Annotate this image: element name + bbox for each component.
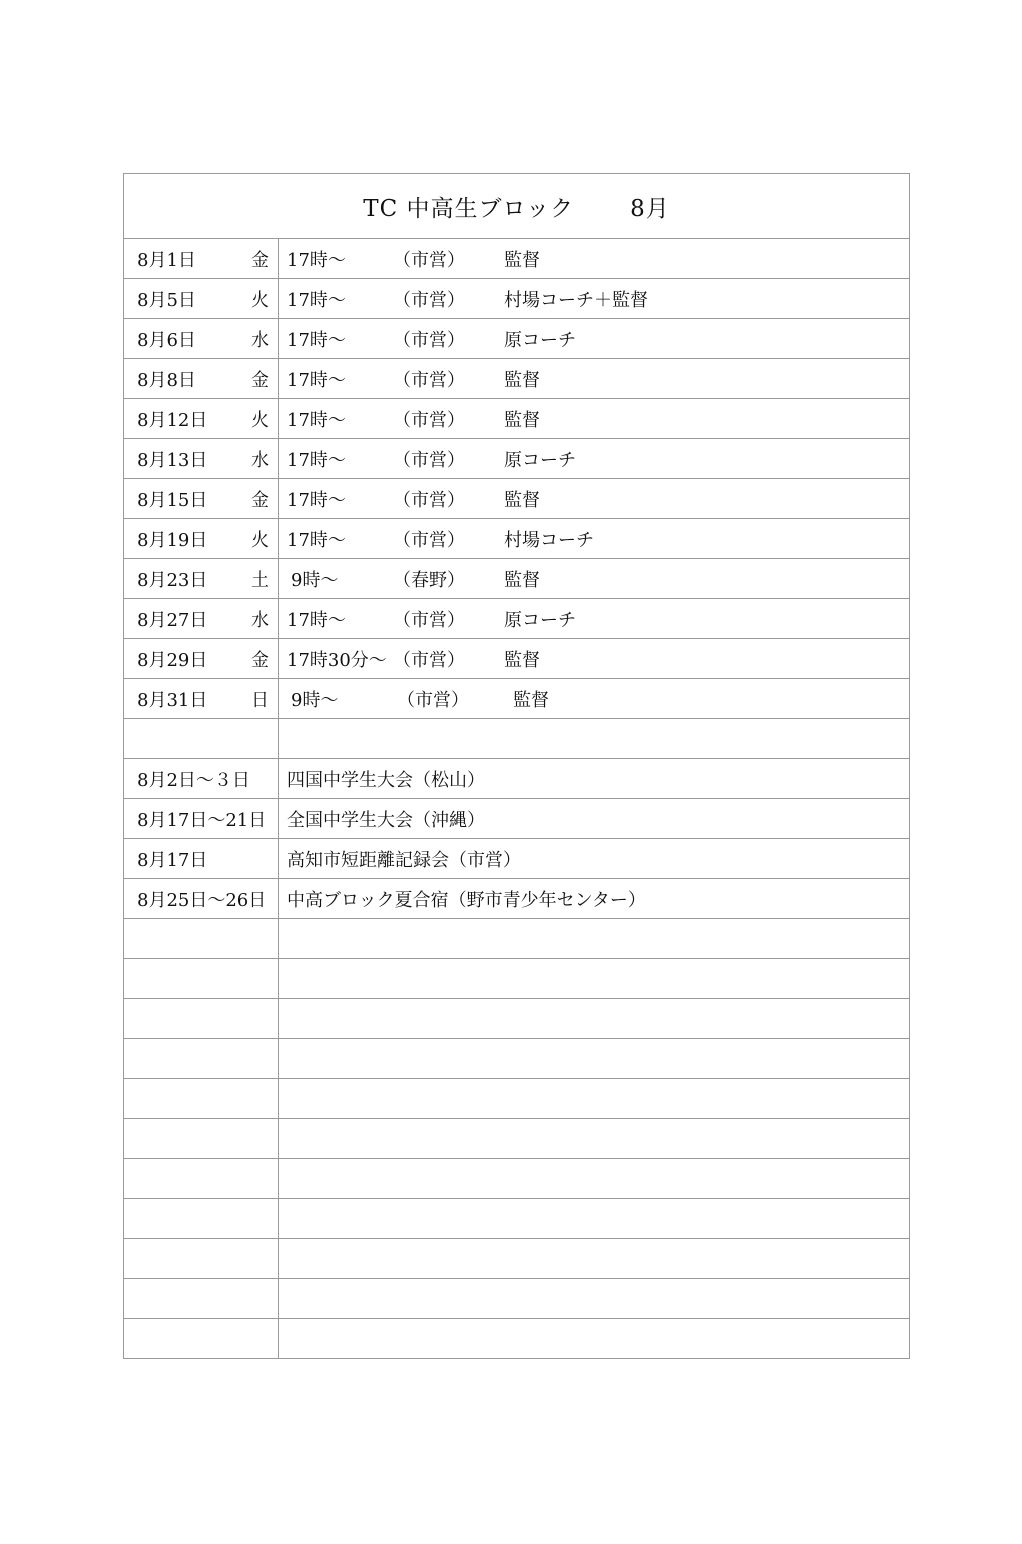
weekday-label: 金	[251, 249, 269, 271]
blank-cell	[124, 1239, 279, 1279]
blank-cell	[124, 959, 279, 999]
date-label: 8月1日	[137, 249, 196, 271]
event-row	[124, 799, 910, 839]
coach-label: 監督	[504, 409, 540, 431]
date-cell	[124, 319, 279, 359]
weekday-label: 水	[251, 609, 269, 631]
coach-label: 監督	[504, 369, 540, 391]
weekday-label: 金	[251, 369, 269, 391]
time-label: 17時〜	[287, 609, 346, 631]
coach-label: 村場コーチ	[504, 529, 594, 551]
date-cell	[124, 479, 279, 519]
detail-cell	[279, 439, 910, 479]
blank-row	[124, 999, 910, 1039]
weekday-label: 火	[251, 289, 269, 311]
blank-row	[124, 1319, 910, 1359]
date-cell	[124, 679, 279, 719]
schedule-row	[124, 679, 910, 719]
blank-row	[124, 959, 910, 999]
event-date: 8月2日〜３日	[137, 769, 250, 791]
event-name: 中高ブロック夏合宿（野市青少年センター）	[287, 889, 646, 911]
place-label: （春野）	[393, 569, 465, 591]
title-cell	[124, 174, 910, 239]
coach-label: 原コーチ	[504, 449, 576, 471]
event-name: 高知市短距離記録会（市営）	[287, 849, 521, 871]
schedule-row	[124, 639, 910, 679]
weekday-label: 水	[251, 329, 269, 351]
event-row	[124, 759, 910, 799]
weekday-label: 火	[251, 409, 269, 431]
event-name-cell	[279, 879, 910, 919]
time-label: 17時〜	[287, 489, 346, 511]
blank-cell	[279, 959, 910, 999]
coach-label: 監督	[513, 689, 549, 711]
coach-label: 監督	[504, 569, 540, 591]
detail-cell	[279, 599, 910, 639]
blank-row	[124, 1199, 910, 1239]
schedule-row	[124, 559, 910, 599]
event-row	[124, 839, 910, 879]
detail-cell	[279, 679, 910, 719]
date-label: 8月29日	[137, 649, 208, 671]
place-label: （市営）	[393, 289, 465, 311]
detail-cell	[279, 359, 910, 399]
blank-cell	[124, 1199, 279, 1239]
place-label: （市営）	[393, 369, 465, 391]
place-label: （市営）	[393, 249, 465, 271]
event-name-cell	[279, 759, 910, 799]
blank-cell	[124, 1079, 279, 1119]
weekday-label: 土	[251, 569, 269, 591]
place-label: （市営）	[397, 689, 469, 711]
blank-cell	[279, 919, 910, 959]
place-label: （市営）	[393, 409, 465, 431]
blank-row	[124, 1159, 910, 1199]
event-date-cell	[124, 799, 279, 839]
page-title: TC 中高生ブロック	[363, 195, 575, 222]
time-label: 17時〜	[287, 369, 346, 391]
date-cell	[124, 359, 279, 399]
date-cell	[124, 559, 279, 599]
schedule-row	[124, 239, 910, 279]
blank-cell	[279, 1319, 910, 1359]
blank-cell	[124, 919, 279, 959]
detail-cell	[279, 519, 910, 559]
event-name-cell	[279, 839, 910, 879]
title-row	[124, 174, 910, 239]
blank-row	[124, 1279, 910, 1319]
time-label: 17時〜	[287, 249, 346, 271]
schedule-row	[124, 319, 910, 359]
event-date: 8月17日〜21日	[137, 809, 267, 831]
place-label: （市営）	[393, 449, 465, 471]
place-label: （市営）	[393, 489, 465, 511]
detail-cell	[279, 559, 910, 599]
schedule-table	[123, 173, 910, 1359]
detail-cell	[279, 399, 910, 439]
detail-cell	[279, 319, 910, 359]
blank-row	[124, 719, 910, 759]
weekday-label: 金	[251, 649, 269, 671]
weekday-label: 火	[251, 529, 269, 551]
time-label: 9時〜	[291, 569, 339, 591]
date-label: 8月31日	[137, 689, 208, 711]
date-label: 8月15日	[137, 489, 208, 511]
schedule-row	[124, 279, 910, 319]
event-row	[124, 879, 910, 919]
date-label: 8月23日	[137, 569, 208, 591]
coach-label: 監督	[504, 249, 540, 271]
date-cell	[124, 439, 279, 479]
date-cell	[124, 239, 279, 279]
date-label: 8月8日	[137, 369, 196, 391]
event-name-cell	[279, 799, 910, 839]
blank-cell	[124, 719, 279, 759]
schedule-row	[124, 359, 910, 399]
blank-cell	[279, 1119, 910, 1159]
coach-label: 監督	[504, 649, 540, 671]
place-label: （市営）	[393, 329, 465, 351]
blank-cell	[124, 1039, 279, 1079]
date-cell	[124, 399, 279, 439]
blank-cell	[124, 999, 279, 1039]
detail-cell	[279, 239, 910, 279]
coach-label: 村場コーチ＋監督	[504, 289, 648, 311]
blank-cell	[279, 1199, 910, 1239]
blank-cell	[279, 1079, 910, 1119]
time-label: 17時〜	[287, 449, 346, 471]
blank-cell	[124, 1319, 279, 1359]
schedule-row	[124, 399, 910, 439]
time-label: 17時30分〜	[287, 649, 387, 671]
time-label: 9時〜	[291, 689, 339, 711]
time-label: 17時〜	[287, 289, 346, 311]
date-label: 8月19日	[137, 529, 208, 551]
weekday-label: 日	[251, 689, 269, 711]
blank-cell	[279, 1239, 910, 1279]
blank-cell	[279, 1279, 910, 1319]
blank-cell	[279, 999, 910, 1039]
date-cell	[124, 599, 279, 639]
place-label: （市営）	[393, 609, 465, 631]
date-label: 8月13日	[137, 449, 208, 471]
date-label: 8月27日	[137, 609, 208, 631]
detail-cell	[279, 479, 910, 519]
coach-label: 監督	[504, 489, 540, 511]
blank-cell	[279, 1039, 910, 1079]
weekday-label: 水	[251, 449, 269, 471]
detail-cell	[279, 639, 910, 679]
date-cell	[124, 279, 279, 319]
event-date-cell	[124, 759, 279, 799]
event-name: 四国中学生大会（松山）	[287, 769, 485, 791]
event-date: 8月25日〜26日	[137, 889, 267, 911]
blank-row	[124, 1079, 910, 1119]
schedule-row	[124, 599, 910, 639]
blank-cell	[124, 1119, 279, 1159]
place-label: （市営）	[393, 649, 465, 671]
event-name: 全国中学生大会（沖縄）	[287, 809, 485, 831]
blank-row	[124, 1039, 910, 1079]
date-label: 8月5日	[137, 289, 196, 311]
blank-cell	[124, 1279, 279, 1319]
coach-label: 原コーチ	[504, 609, 576, 631]
month-label: 8月	[630, 195, 670, 222]
blank-row	[124, 1239, 910, 1279]
date-cell	[124, 639, 279, 679]
event-date-cell	[124, 879, 279, 919]
blank-cell	[124, 1159, 279, 1199]
time-label: 17時〜	[287, 529, 346, 551]
time-label: 17時〜	[287, 409, 346, 431]
coach-label: 原コーチ	[504, 329, 576, 351]
place-label: （市営）	[393, 529, 465, 551]
date-cell	[124, 519, 279, 559]
schedule-row	[124, 439, 910, 479]
date-label: 8月12日	[137, 409, 208, 431]
detail-cell	[279, 279, 910, 319]
blank-row	[124, 1119, 910, 1159]
blank-cell	[279, 1159, 910, 1199]
blank-cell	[279, 719, 910, 759]
blank-row	[124, 919, 910, 959]
weekday-label: 金	[251, 489, 269, 511]
date-label: 8月6日	[137, 329, 196, 351]
schedule-row	[124, 519, 910, 559]
event-date-cell	[124, 839, 279, 879]
schedule-row	[124, 479, 910, 519]
event-date: 8月17日	[137, 849, 208, 871]
time-label: 17時〜	[287, 329, 346, 351]
